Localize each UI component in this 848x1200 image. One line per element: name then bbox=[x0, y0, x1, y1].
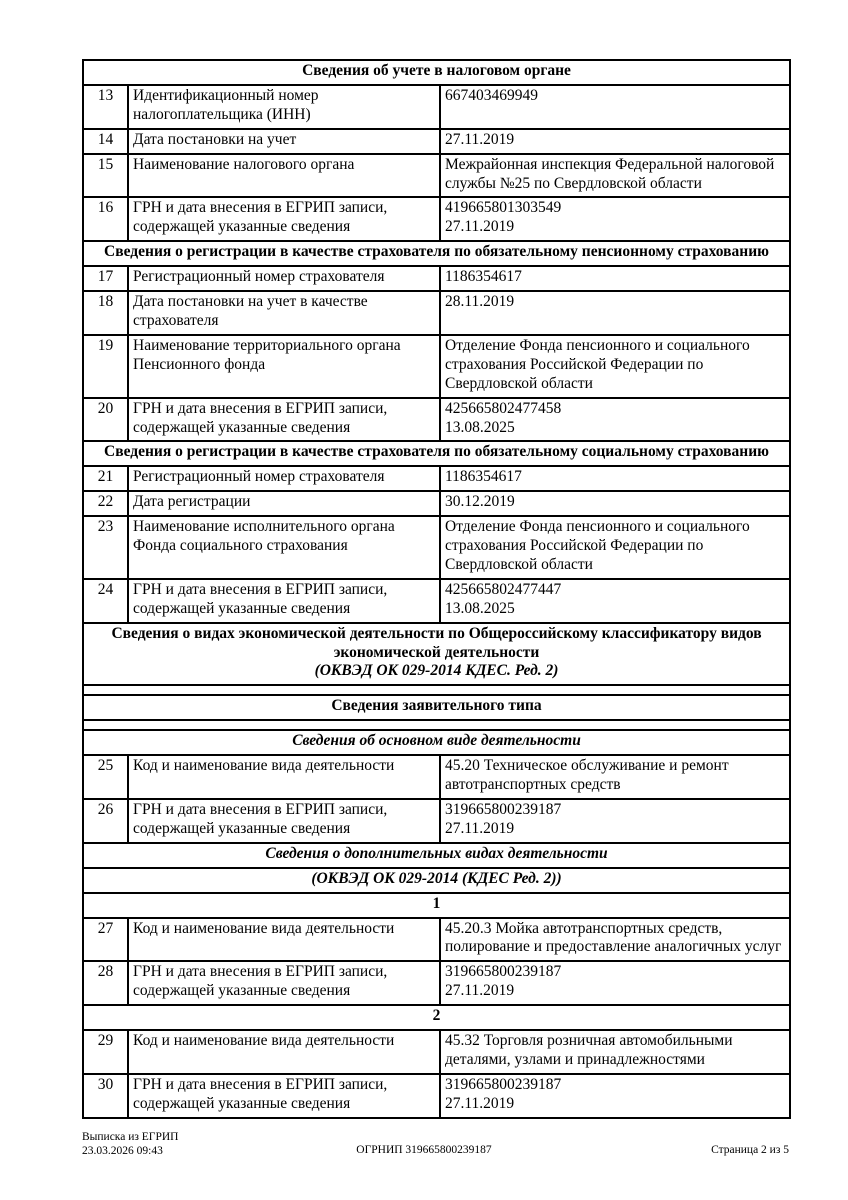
row-value-cell bbox=[440, 1074, 790, 1118]
row-number-cell: 23 bbox=[83, 516, 128, 579]
table-row bbox=[83, 516, 790, 579]
value-line: 30.12.2019 bbox=[445, 493, 515, 511]
row-label-cell: Регистрационный номер страхователя bbox=[128, 466, 440, 491]
spacer-cell bbox=[83, 685, 790, 695]
row-number-cell: 17 bbox=[83, 266, 128, 291]
value-line: 28.11.2019 bbox=[445, 293, 515, 311]
value-line: 319665800239187 bbox=[445, 963, 562, 981]
value-line: 1186354617 bbox=[445, 268, 522, 286]
table-row bbox=[83, 466, 790, 491]
row-value-cell bbox=[440, 129, 790, 154]
value-line: 13.08.2025 bbox=[445, 599, 515, 617]
value-line: Отделение Фонда пенсионного и социального страхования Российской Федерации по Свердловской области bbox=[445, 336, 750, 392]
section-header-cell bbox=[83, 1005, 790, 1030]
row-number-cell: 18 bbox=[83, 291, 128, 335]
value-line: 27.11.2019 bbox=[445, 130, 515, 148]
row-number-cell: 19 bbox=[83, 335, 128, 398]
row-label-cell: ГРН и дата внесения в ЕГРИП записи, содержащей указанные сведения bbox=[128, 961, 440, 1005]
row-number-cell: 13 bbox=[83, 85, 128, 129]
value-line: 1186354617 bbox=[445, 468, 522, 486]
row-label-cell: Идентификационный номер налогоплательщика (ИНН) bbox=[128, 85, 440, 129]
row-value-cell bbox=[440, 961, 790, 1005]
footer-page-number: Страница 2 из 5 bbox=[711, 1144, 789, 1156]
table-row bbox=[83, 266, 790, 291]
section-header-row bbox=[83, 241, 790, 266]
value-line: Межрайонная инспекция Федеральной налоговой службы №25 по Свердловской области bbox=[445, 155, 775, 192]
section-header-row bbox=[83, 893, 790, 918]
table-row bbox=[83, 85, 790, 129]
table-row bbox=[83, 579, 790, 623]
row-number-cell: 30 bbox=[83, 1074, 128, 1118]
section-header-cell bbox=[83, 695, 790, 720]
row-value-cell bbox=[440, 799, 790, 843]
value-line: 319665800239187 bbox=[445, 801, 562, 818]
section-header-cell bbox=[83, 241, 790, 266]
row-value-cell bbox=[440, 1030, 790, 1074]
table-row bbox=[83, 755, 790, 799]
section-header-cell bbox=[83, 843, 790, 868]
table-row bbox=[83, 491, 790, 516]
section-header-row bbox=[83, 441, 790, 466]
row-value-cell bbox=[440, 516, 790, 579]
row-value-cell bbox=[440, 755, 790, 799]
row-label-cell: Наименование налогового органа bbox=[128, 154, 440, 198]
row-label-cell: Код и наименование вида деятельности bbox=[128, 918, 440, 962]
section-header-line: Сведения о видах экономической деятельности по Общероссийскому классификатору видов экономической деятельности bbox=[111, 624, 762, 661]
row-label-cell: ГРН и дата внесения в ЕГРИП записи, содержащей указанные сведения bbox=[128, 579, 440, 623]
value-line: 667403469949 bbox=[445, 86, 538, 104]
row-label-cell: Дата постановки на учет bbox=[128, 129, 440, 154]
table-row bbox=[83, 398, 790, 442]
table-row bbox=[83, 1074, 790, 1118]
section-header-line: Сведения о регистрации в качестве страхователя по обязательному социальному страхованию bbox=[104, 443, 769, 461]
row-label-cell: ГРН и дата внесения в ЕГРИП записи, содержащей указанные сведения bbox=[128, 398, 440, 442]
row-value-cell bbox=[440, 579, 790, 623]
row-value-cell bbox=[440, 197, 790, 241]
spacer-cell bbox=[83, 720, 790, 730]
section-header-line: Сведения об основном виде деятельности bbox=[292, 732, 581, 750]
section-header-row bbox=[83, 623, 790, 686]
row-number-cell: 26 bbox=[83, 799, 128, 843]
row-value-cell bbox=[440, 291, 790, 335]
row-label-cell: Код и наименование вида деятельности bbox=[128, 1030, 440, 1074]
row-value-cell bbox=[440, 154, 790, 198]
section-header-line: 2 bbox=[432, 1007, 441, 1025]
footer-datetime: 23.03.2026 09:43 bbox=[82, 1144, 163, 1157]
row-number-cell: 28 bbox=[83, 961, 128, 1005]
table-row bbox=[83, 197, 790, 241]
row-value-cell bbox=[440, 491, 790, 516]
section-header-row bbox=[83, 730, 790, 755]
value-line: 45.20.3 Мойка автотранспортных средств, полирование и предоставление аналогичных услуг bbox=[445, 919, 782, 956]
row-value-cell bbox=[440, 335, 790, 398]
row-label-cell: Дата постановки на учет в качестве страхователя bbox=[128, 291, 440, 335]
value-line: 319665800239187 bbox=[445, 1075, 562, 1093]
row-label-cell: Наименование исполнительного органа Фонда социального страхования bbox=[128, 516, 440, 579]
row-label-cell: Регистрационный номер страхователя bbox=[128, 266, 440, 291]
footer-ogrnip: ОГРНИП 319665800239187 bbox=[356, 1144, 492, 1156]
section-header-row bbox=[83, 1005, 790, 1030]
section-header-row bbox=[83, 60, 790, 85]
section-header-line: Сведения о регистрации в качестве страхователя по обязательному пенсионному страхованию bbox=[104, 243, 769, 261]
table-row bbox=[83, 335, 790, 398]
row-label-cell: Наименование территориального органа Пенсионного фонда bbox=[128, 335, 440, 398]
row-number-cell: 21 bbox=[83, 466, 128, 491]
table-row bbox=[83, 918, 790, 962]
value-line: 13.08.2025 bbox=[445, 418, 515, 436]
row-value-cell bbox=[440, 398, 790, 442]
row-label-cell: ГРН и дата внесения в ЕГРИП записи, содержащей указанные сведения bbox=[128, 1074, 440, 1118]
row-label-cell: Дата регистрации bbox=[128, 491, 440, 516]
table-row bbox=[83, 1030, 790, 1074]
section-header-line: Сведения заявительного типа bbox=[331, 697, 542, 715]
section-header-cell bbox=[83, 730, 790, 755]
table-row bbox=[83, 154, 790, 198]
section-header-row bbox=[83, 843, 790, 868]
section-header-line: Сведения о дополнительных видах деятельности bbox=[265, 844, 608, 862]
section-header-line: Сведения об учете в налоговом органе bbox=[302, 62, 571, 79]
row-number-cell: 24 bbox=[83, 579, 128, 623]
section-header-cell bbox=[83, 893, 790, 918]
row-label-cell: ГРН и дата внесения в ЕГРИП записи, содержащей указанные сведения bbox=[128, 197, 440, 241]
row-number-cell: 16 bbox=[83, 197, 128, 241]
footer-document-type: Выписка из ЕГРИП bbox=[82, 1131, 179, 1143]
row-value-cell bbox=[440, 466, 790, 491]
table-row bbox=[83, 129, 790, 154]
section-header-cell bbox=[83, 623, 790, 686]
section-header-row bbox=[83, 695, 790, 720]
row-number-cell: 20 bbox=[83, 398, 128, 442]
section-header-line: 1 bbox=[432, 894, 441, 912]
row-value-cell bbox=[440, 918, 790, 962]
value-line: 419665801303549 bbox=[445, 199, 562, 217]
row-label-cell: ГРН и дата внесения в ЕГРИП записи, содержащей указанные сведения bbox=[128, 799, 440, 843]
value-line: 45.20 Техническое обслуживание и ремонт автотранспортных средств bbox=[445, 757, 729, 794]
row-number-cell: 14 bbox=[83, 129, 128, 154]
section-header-line: (ОКВЭД ОК 029-2014 (КДЕС Ред. 2)) bbox=[311, 869, 562, 887]
row-number-cell: 29 bbox=[83, 1030, 128, 1074]
document-table bbox=[82, 59, 791, 1119]
section-header-cell bbox=[83, 441, 790, 466]
value-line: 27.11.2019 bbox=[445, 1094, 515, 1112]
table-row bbox=[83, 961, 790, 1005]
value-line: Отделение Фонда пенсионного и социального страхования Российской Федерации по Свердловской области bbox=[445, 518, 750, 573]
value-line: 27.11.2019 bbox=[445, 218, 515, 236]
table-row bbox=[83, 291, 790, 335]
row-value-cell bbox=[440, 266, 790, 291]
table-row bbox=[83, 799, 790, 843]
section-header-row bbox=[83, 868, 790, 893]
row-number-cell: 22 bbox=[83, 491, 128, 516]
section-header-cell bbox=[83, 60, 790, 85]
value-line: 27.11.2019 bbox=[445, 982, 515, 1000]
value-line: 425665802477447 bbox=[445, 580, 562, 598]
value-line: 45.32 Торговля розничная автомобильными деталями, узлами и принадлежностями bbox=[445, 1032, 733, 1068]
section-header-cell bbox=[83, 868, 790, 893]
value-line: 27.11.2019 bbox=[445, 819, 515, 837]
value-line: 425665802477458 bbox=[445, 399, 562, 417]
row-value-cell bbox=[440, 85, 790, 129]
document-table-body bbox=[83, 60, 790, 1118]
row-number-cell: 25 bbox=[83, 755, 128, 799]
row-number-cell: 27 bbox=[83, 918, 128, 962]
row-number-cell: 15 bbox=[83, 154, 128, 198]
spacer-row bbox=[83, 685, 790, 695]
section-header-line: (ОКВЭД ОК 029-2014 КДЕС. Ред. 2) bbox=[314, 662, 559, 680]
spacer-row bbox=[83, 720, 790, 730]
row-label-cell: Код и наименование вида деятельности bbox=[128, 755, 440, 799]
